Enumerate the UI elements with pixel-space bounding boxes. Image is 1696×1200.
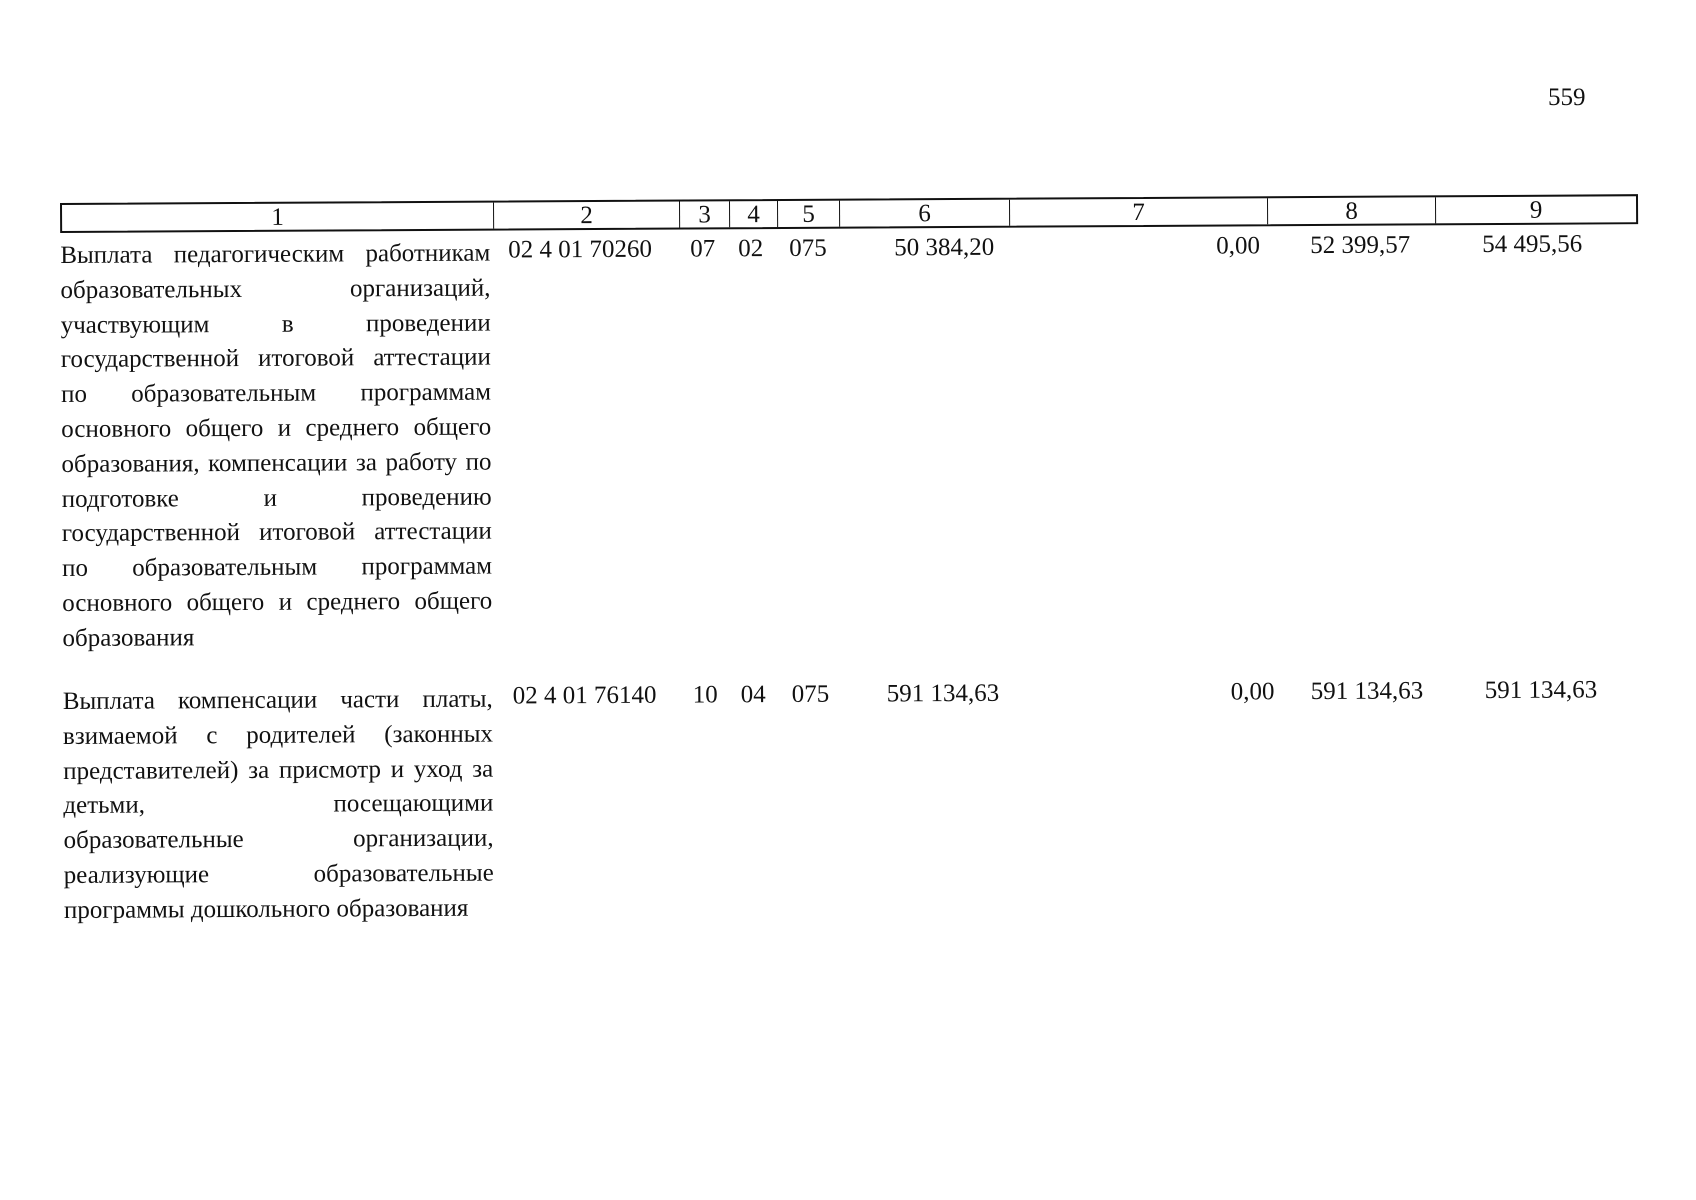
header-col-7: 7 xyxy=(1010,198,1268,225)
row-col7: 0,00 xyxy=(1216,232,1261,260)
header-col-5: 5 xyxy=(778,201,840,227)
row-col3: 07 xyxy=(690,235,716,263)
header-col-1: 1 xyxy=(62,203,494,231)
row-col5: 075 xyxy=(791,680,830,708)
table-header-row xyxy=(60,194,1638,233)
budget-table xyxy=(60,194,1638,924)
row-code: 02 4 01 70260 xyxy=(508,235,653,264)
row-col3: 10 xyxy=(692,681,718,709)
row-col8: 591 134,63 xyxy=(1310,677,1424,706)
header-col-2: 2 xyxy=(494,202,680,229)
header-col-9: 9 xyxy=(1529,196,1543,224)
row-col5: 075 xyxy=(789,234,827,262)
row-col9: 54 495,56 xyxy=(1482,230,1583,259)
row-col8: 52 399,57 xyxy=(1310,231,1411,260)
row-col4: 04 xyxy=(740,681,766,709)
row-code: 02 4 01 76140 xyxy=(512,681,657,710)
row-description: Выплата компенсации части платы, взимаемой с родителей (законных представителей) за присмотр и уход за детьми, посещающими образовательные организации, реализующие образовательные программы дошкольного образования xyxy=(62,685,494,924)
header-col-3: 3 xyxy=(680,201,730,227)
page-number: 559 xyxy=(1548,84,1586,111)
header-col-8: 8 xyxy=(1268,197,1436,224)
row-col9: 591 134,63 xyxy=(1484,676,1598,705)
row-col6: 591 134,63 xyxy=(886,679,1000,708)
row-col7: 0,00 xyxy=(1230,678,1275,706)
header-col-4: 4 xyxy=(730,201,778,227)
row-description: Выплата педагогическим работникам образовательных организаций, участвующим в проведении государственной итоговой аттестации по образовательным программам основного общего и среднего общего образования, компенсации за работу по подготовке и проведению государственной итоговой аттестации по образовательным программам основного общего и среднего общего образования xyxy=(60,239,493,652)
row-col4: 02 xyxy=(738,235,764,263)
row-col6: 50 384,20 xyxy=(894,233,995,262)
header-col-6: 6 xyxy=(840,200,1010,227)
